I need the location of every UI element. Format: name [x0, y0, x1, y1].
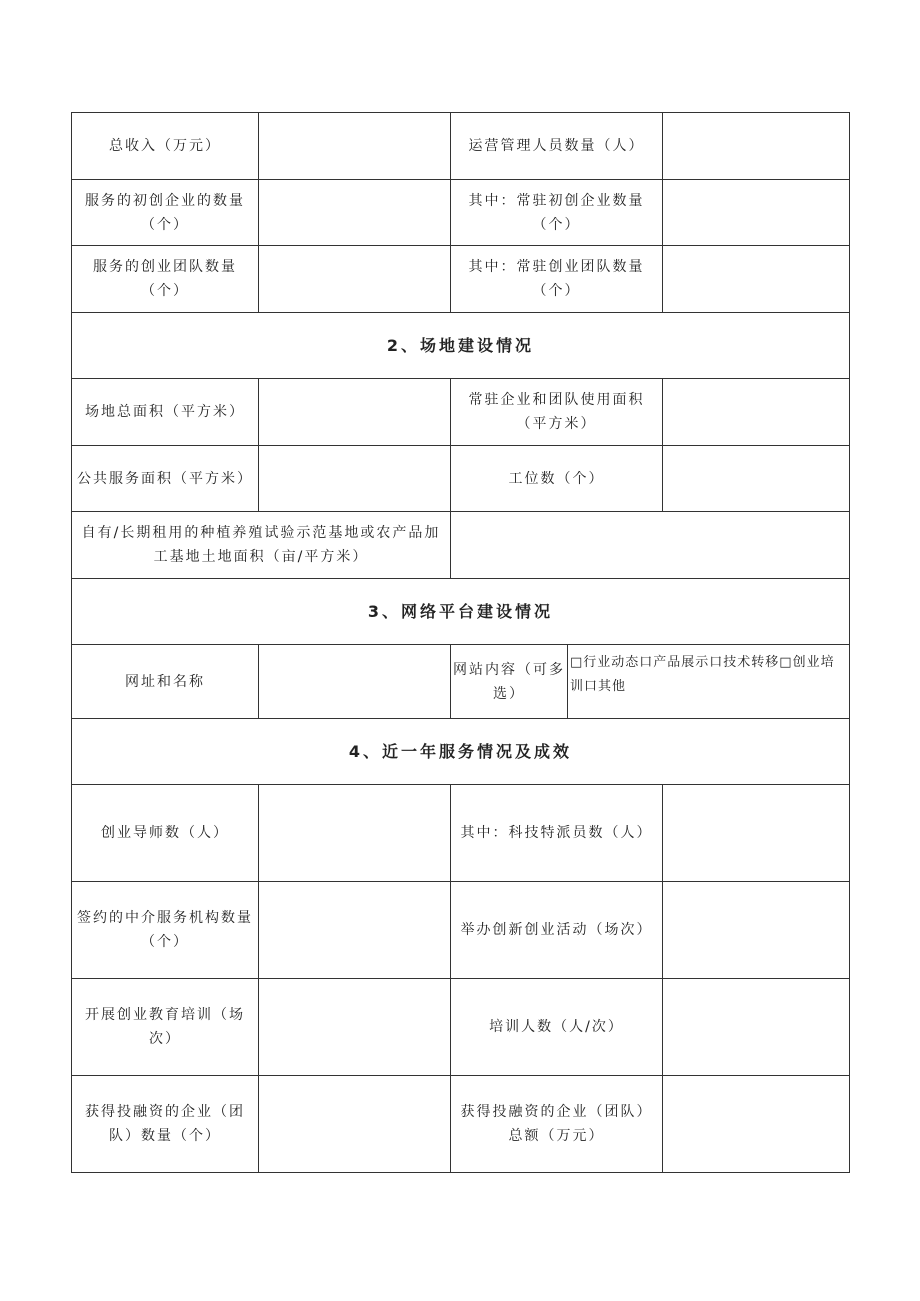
row-trainings [72, 979, 850, 1076]
resident-area-field[interactable] [663, 379, 850, 446]
total-income-field[interactable] [259, 113, 451, 180]
mentors-label: 创业导师数（人） [72, 785, 259, 882]
tech-envoys-field[interactable] [663, 785, 850, 882]
application-form-table [71, 112, 850, 1173]
startup-served-field[interactable] [259, 180, 451, 246]
activities-field[interactable] [663, 882, 850, 979]
row-section4-heading [72, 719, 850, 785]
agencies-field[interactable] [259, 882, 451, 979]
ops-staff-field[interactable] [663, 113, 850, 180]
row-income [72, 113, 850, 180]
total-income-label: 总收入（万元） [72, 113, 259, 180]
workstations-label: 工位数（个） [451, 446, 663, 512]
row-website [72, 645, 850, 719]
workstations-field[interactable] [663, 446, 850, 512]
row-financing [72, 1076, 850, 1173]
startup-resident-field[interactable] [663, 180, 850, 246]
row-teams [72, 246, 850, 313]
row-startups [72, 180, 850, 246]
public-area-label: 公共服务面积（平方米） [72, 446, 259, 512]
content-options[interactable]: □行业动态口产品展示口技术转移□创业培训口其他 [568, 645, 850, 719]
row-section3-heading [72, 579, 850, 645]
total-area-field[interactable] [259, 379, 451, 446]
land-area-label: 自有/长期租用的种植养殖试验示范基地或农产品加工基地土地面积（亩/平方米） [72, 512, 451, 579]
public-area-field[interactable] [259, 446, 451, 512]
agencies-label: 签约的中介服务机构数量（个） [72, 882, 259, 979]
url-name-field[interactable] [259, 645, 451, 719]
financed-count-field[interactable] [259, 1076, 451, 1173]
content-label: 网站内容（可多选） [451, 645, 568, 719]
ops-staff-label: 运营管理人员数量（人） [451, 113, 663, 180]
row-area [72, 379, 850, 446]
teams-served-field[interactable] [259, 246, 451, 313]
resident-area-label: 常驻企业和团队使用面积（平方米） [451, 379, 663, 446]
trainings-field[interactable] [259, 979, 451, 1076]
tech-envoys-label: 其中：科技特派员数（人） [451, 785, 663, 882]
row-agencies [72, 882, 850, 979]
total-area-label: 场地总面积（平方米） [72, 379, 259, 446]
financed-amount-label: 获得投融资的企业（团队）总额（万元） [451, 1076, 663, 1173]
teams-resident-field[interactable] [663, 246, 850, 313]
startup-resident-label: 其中：常驻初创企业数量（个） [451, 180, 663, 246]
section-heading-network: 3、网络平台建设情况 [72, 579, 850, 645]
teams-resident-label: 其中：常驻创业团队数量（个） [451, 246, 663, 313]
financed-amount-field[interactable] [663, 1076, 850, 1173]
financed-count-label: 获得投融资的企业（团队）数量（个） [72, 1076, 259, 1173]
trainings-label: 开展创业教育培训（场次） [72, 979, 259, 1076]
section-heading-services: 4、近一年服务情况及成效 [72, 719, 850, 785]
land-area-field[interactable] [451, 512, 850, 579]
url-name-label: 网址和名称 [72, 645, 259, 719]
trainees-label: 培训人数（人/次） [451, 979, 663, 1076]
teams-served-label: 服务的创业团队数量（个） [72, 246, 259, 313]
mentors-field[interactable] [259, 785, 451, 882]
startup-served-label: 服务的初创企业的数量（个） [72, 180, 259, 246]
row-mentors [72, 785, 850, 882]
row-land-area [72, 512, 850, 579]
activities-label: 举办创新创业活动（场次） [451, 882, 663, 979]
row-section2-heading [72, 313, 850, 379]
section-heading-site: 2、场地建设情况 [72, 313, 850, 379]
row-public-area [72, 446, 850, 512]
trainees-field[interactable] [663, 979, 850, 1076]
